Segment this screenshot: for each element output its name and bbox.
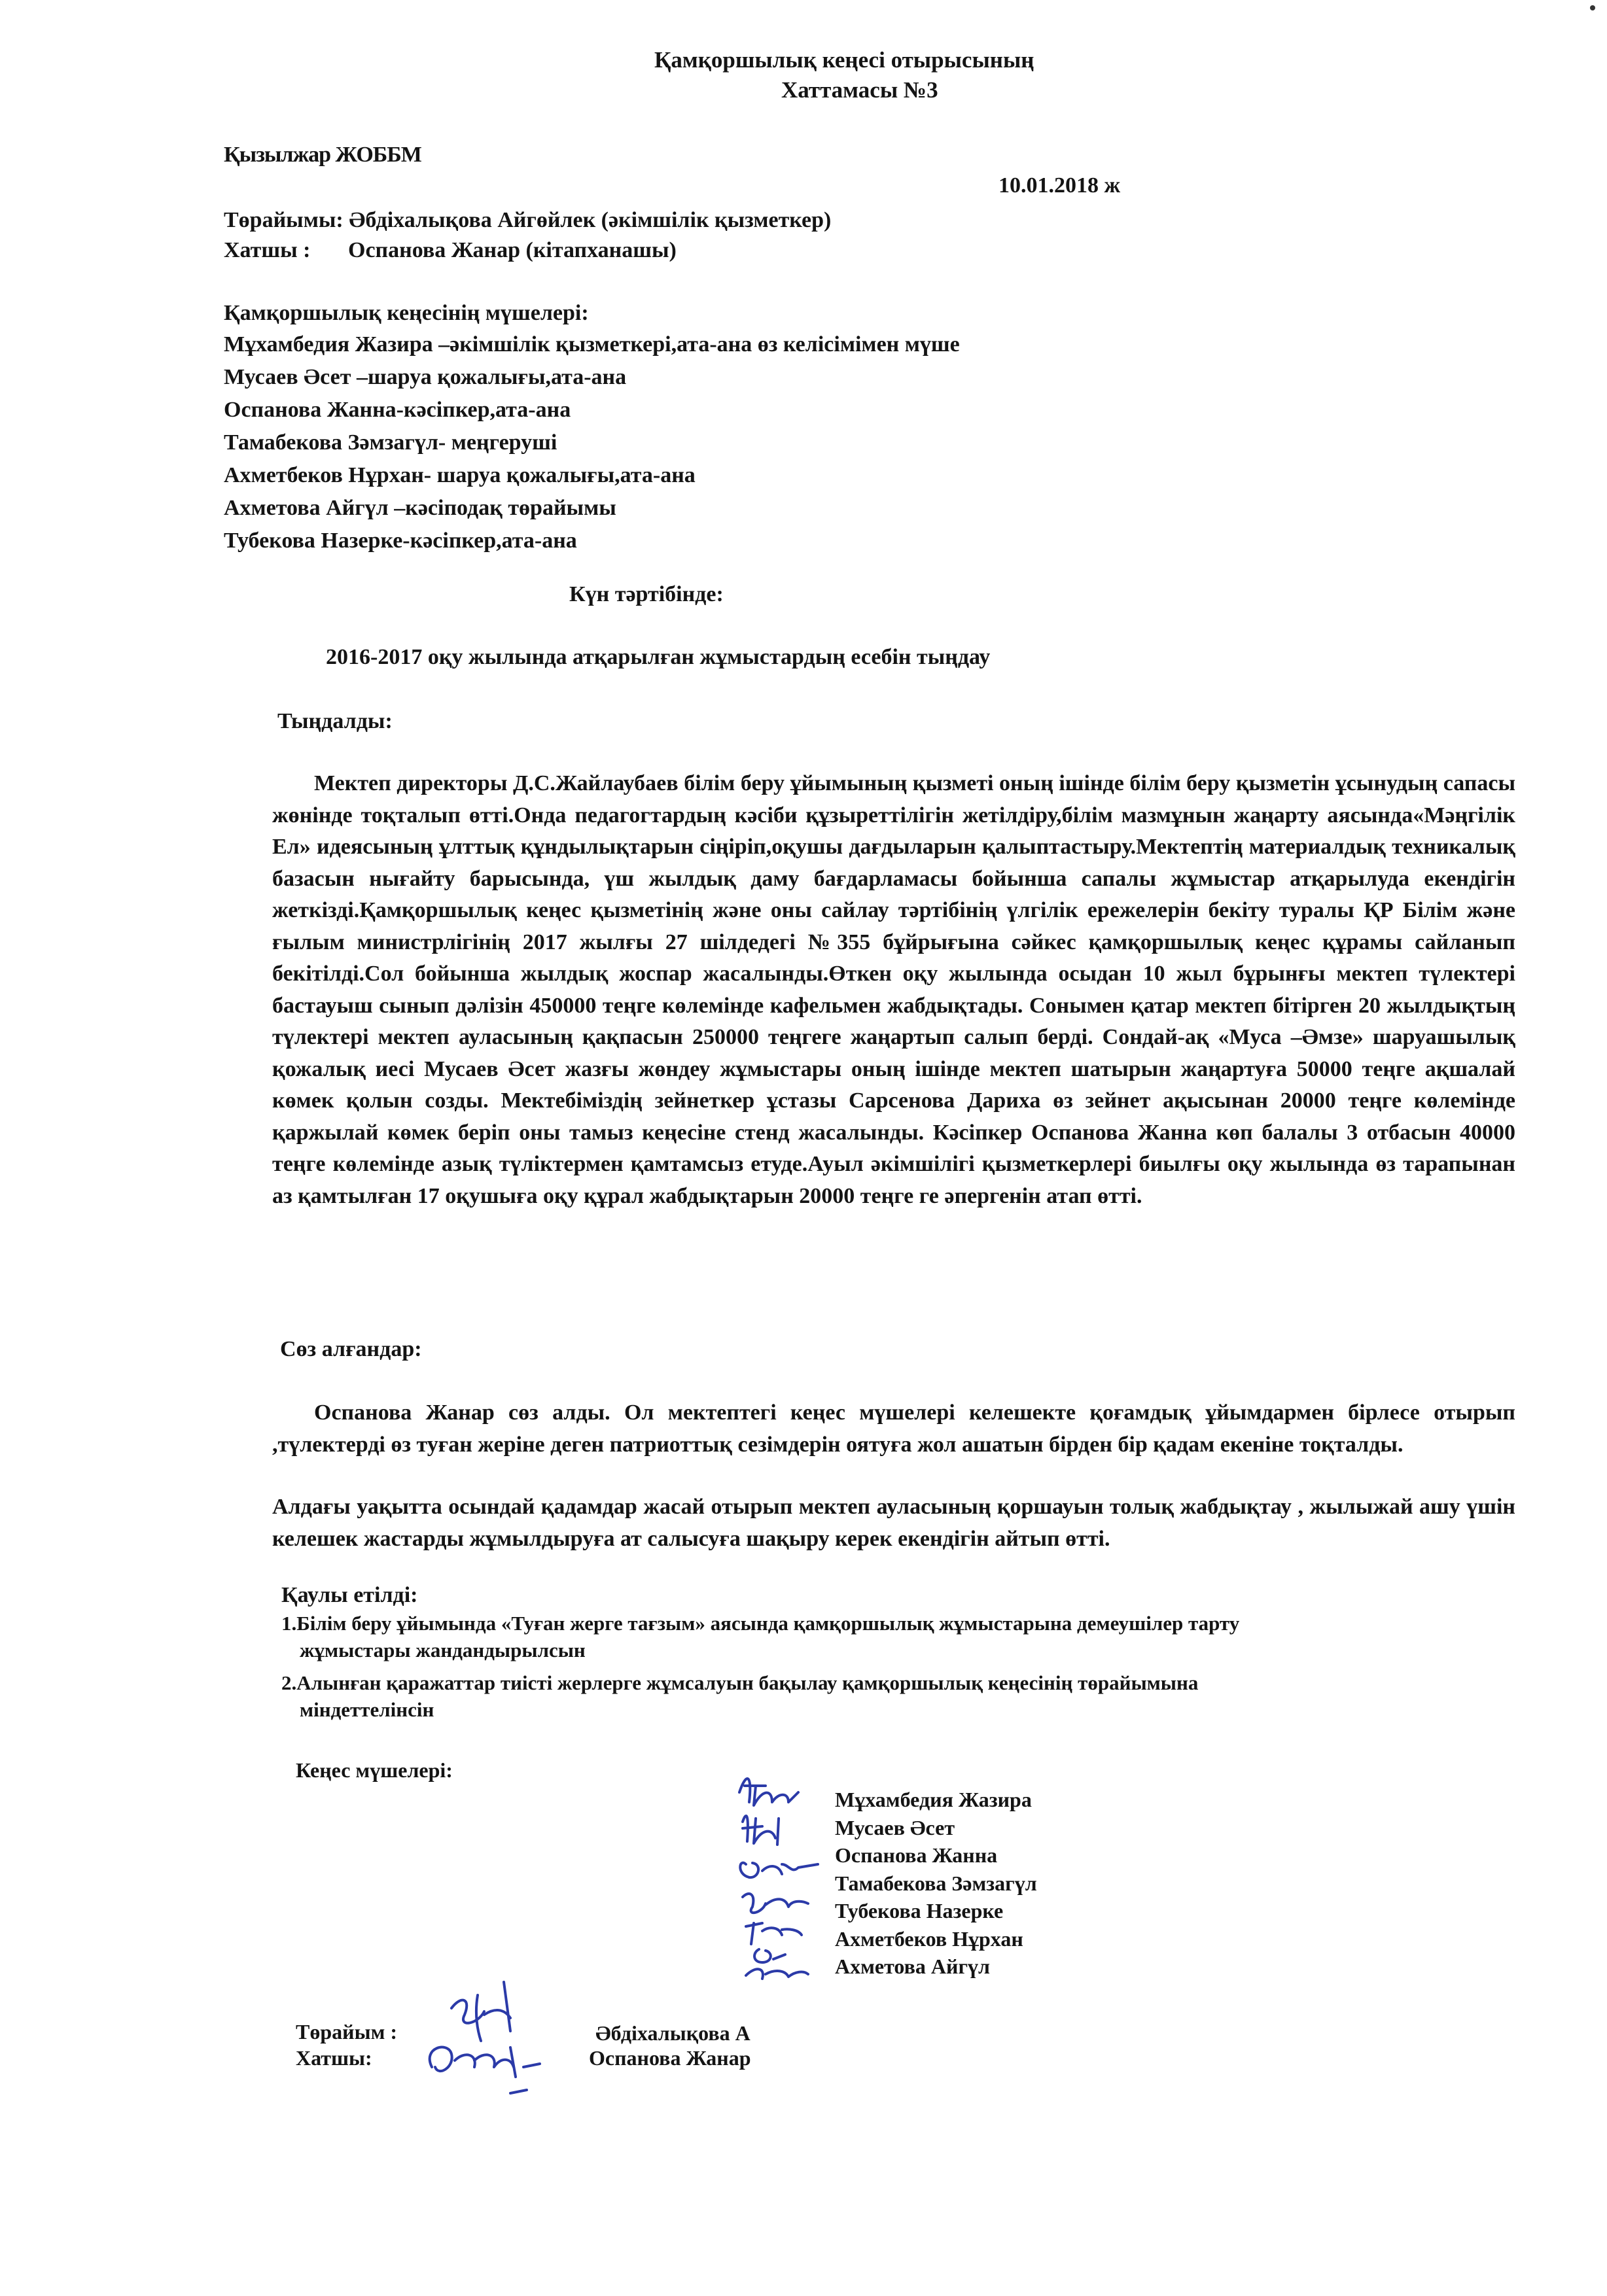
member-item: Ахметбеков Нұрхан- шаруа қожалығы,ата-ана (224, 463, 696, 487)
handwritten-signatures (726, 1766, 844, 1982)
resolved-heading: Қаулы етілді: (281, 1583, 418, 1607)
signatory-name: Оспанова Жанна (835, 1843, 998, 1867)
member-item: Мұхамбедия Жазира –әкімшілік қызметкері,ата-ана өз келісімімен мүше (224, 332, 960, 357)
secretary-signature-name: Оспанова Жанар (589, 2046, 751, 2070)
speakers-heading: Сөз алғандар: (280, 1337, 422, 1361)
signatory-name: Тубекова Назерке (835, 1899, 1004, 1922)
meeting-date: 10.01.2018 ж (998, 173, 1121, 198)
resolution-2-cont: міндеттелінсін (300, 1698, 434, 1721)
school-name: Қызылжар ЖОББМ (224, 143, 421, 167)
chair-handwritten-signature (412, 1969, 582, 2100)
signatory-name: Тамабекова Зәмзагүл (835, 1871, 1037, 1895)
secretary-name: Оспанова Жанар (кітапханашы) (348, 238, 677, 262)
agenda-heading: Күн тәртібінде: (569, 582, 724, 606)
member-item: Тубекова Назерке-кәсіпкер,ата-ана (224, 529, 577, 553)
protocol-title: Қамқоршылық кеңесі отырысының (654, 47, 1034, 73)
scan-speck (1590, 5, 1595, 10)
member-item: Оспанова Жанна-кәсіпкер,ата-ана (224, 398, 571, 422)
heard-heading: Тыңдалды: (277, 709, 393, 733)
signatory-name: Ахметбеков Нұрхан (835, 1926, 1023, 1951)
chair-signature-name: Әбдіхалықова А (595, 2021, 751, 2045)
resolution-1-cont: жұмыстары жандандырылсын (300, 1639, 586, 1661)
speakers-paragraph: Оспанова Жанар сөз алды. Ол мектептегі кеңес мүшелері келешекте қоғамдық ұйымдармен бірлесе отырып ,түлектерді өз туған жеріне деген патриоттық сезімдерін оятуға жол ашатын бірден бір қадам екеніне тоқталды. (272, 1400, 1515, 1457)
chair-line: Төрайымы: Әбдіхалықова Айгөйлек (әкімшілік қызметкер) (224, 208, 832, 232)
signatory-name: Мұхамбедия Жазира (835, 1788, 1032, 1811)
heard-paragraph: Мектеп директоры Д.С.Жайлаубаев білім беру ұйымының қызметі оның ішінде білім беру қызметін ұсынудың сапасы жөнінде тоқталып өтті.Онда педагогтардың кәсіби құзыреттілігін жетілдіру,білім мазмұнын жаңарту аясында«Мәңгілік Ел» идеясының ұлттық құндылықтарын сіңіріп,оқушы дағдыларын қалыптастыру.Мектептің материалдық техникалық базасын нығайту барысында, үш жылдық даму бағдарламасы бойынша сапалы жұмыстар атқарылуда екендігін жеткізді.Қамқоршылық кеңес қызметінің және оны сайлау тәртібінің үлгілік ережелерін бекіту туралы ҚР Білім және ғылым министрлігінің 2017 жылғы 27 шілдедегі №355 бұйрығына сәйкес қамқоршылық кеңес құрамы сайланып бекітілді.Сол бойынша жылдық жоспар жасалынды.Өткен оқу жылында осыдан 10 жыл бұрынғы мектеп түлектері бастауыш сынып дәлізін 450000 теңге көлемінде кафельмен жабдықтады. Сонымен қатар мектеп бітірген 20 жылдықтың түлектері мектеп ауласының қақпасын 250000 теңгеге жаңартып салып берді. Сондай-ақ «Муса –Әмзе» шаруашылық қожалық иесі Мусаев Әсет жазғы жөндеу жұмыстары оның ішінде мектеп шатырын жаңартуға 50000 теңге ақшалай көмек қолын созды. Мектебіміздің зейнеткер ұстазы Сарсенова Дариха өз зейнет ақысынан 20000 теңге көлемінде қаржылай көмек беріп оны тамыз кеңесіне стенд жасалынды. Кәсіпкер Оспанова Жанна көп балалы 3 отбасын 40000 теңге көлемінде азық түліктермен қамтамсыз етуде.Ауыл әкімшілігі қызметкерлері биылғы оқу жылында өз тарапынан аз қамтылған 17 оқушыға оқу құрал жабдықтарын 20000 теңге ге әпергенін атап өтті. (272, 771, 1515, 1208)
members-list (224, 328, 960, 557)
secretary-label: Хатшы : (224, 238, 311, 262)
signature-names (835, 1786, 1037, 1981)
chair-signature-label: Төрайым : (296, 2020, 398, 2044)
signatory-name: Ахметова Айгүл (835, 1955, 990, 1978)
agenda-item: 2016-2017 оқу жылында атқарылған жұмыстардың есебін тыңдау (326, 645, 991, 669)
signatures-heading: Кеңес мүшелері: (296, 1758, 453, 1782)
resolution-1: 1.Білім беру ұйымында «Туған жерге тағзым» аясында қамқоршылық жұмыстарына демеушілер тарту (281, 1612, 1240, 1635)
resolution-2: 2.Алынған қаражаттар тиісті жерлерге жұмсалуын бақылау қамқоршылық кеңесінің төрайымына (281, 1671, 1199, 1694)
signatory-name: Мусаев Әсет (835, 1815, 955, 1839)
member-item: Тамабекова Зәмзагүл- меңгеруші (224, 430, 557, 455)
member-item: Мусаев Әсет –шаруа қожалығы,ата-ана (224, 365, 627, 389)
speakers-paragraph-2: Алдағы уақытта осындай қадамдар жасай отырып мектеп ауласының қоршауын толық жабдықтау , жылыжай ашу үшін келешек жастарды жұмылдыруға ат салысуға шақыру керек екендігін айтып өтті. (272, 1495, 1515, 1551)
member-item: Ахметова Айгүл –кәсіподақ төрайымы (224, 496, 616, 520)
protocol-number: Хаттамасы №3 (781, 77, 938, 103)
members-heading: Қамқоршылық кеңесінің мүшелері: (224, 301, 589, 325)
secretary-signature-label: Хатшы: (296, 2046, 372, 2070)
